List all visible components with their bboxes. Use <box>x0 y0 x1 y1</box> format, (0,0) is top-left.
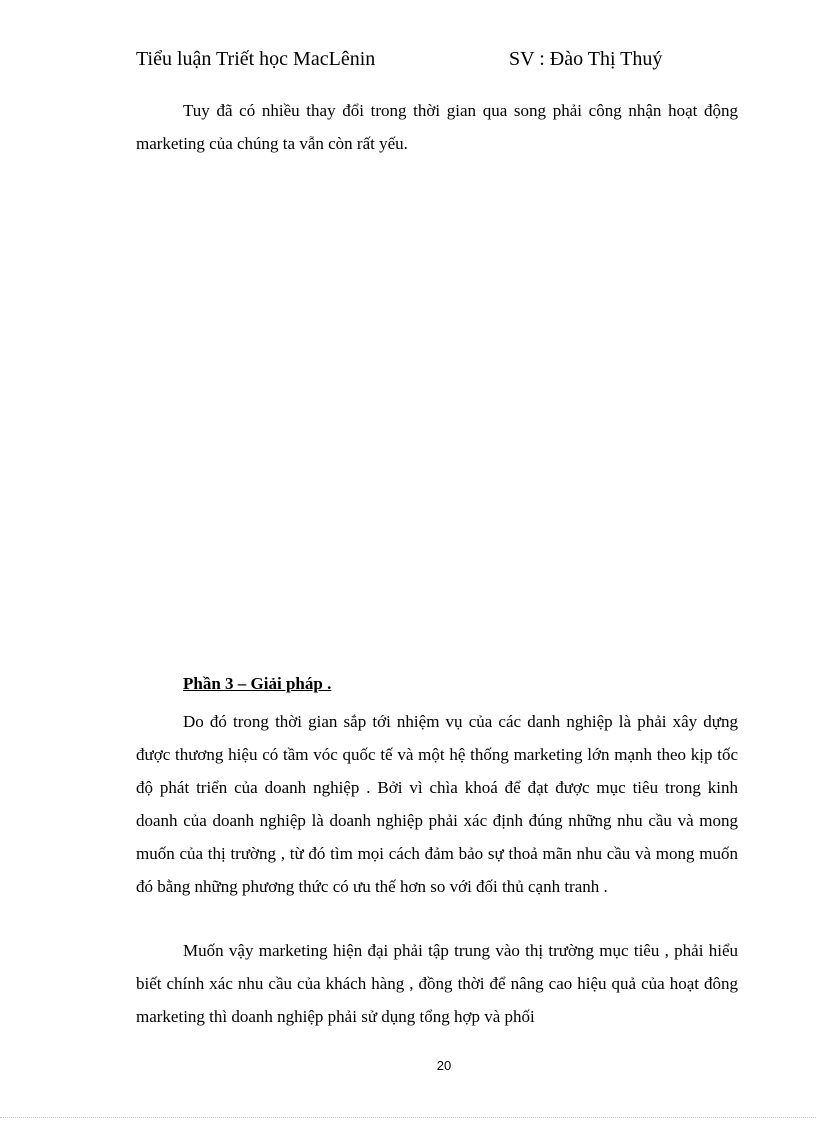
section-heading: Phần 3 – Giải pháp . <box>183 674 332 693</box>
section-paragraph-1: Do đó trong thời gian sắp tới nhiệm vụ của các danh nghiệp là phải xây dựng được thương hiệu có tầm vóc quốc tế và một hệ thống marketing lớn mạnh theo kịp tốc độ phát triển của doanh nghiệp . Bởi vì chìa khoá để đạt được mục tiêu trong kinh doanh của doanh nghiệp là doanh nghiệp phải xác định đúng những nhu cầu và mong muốn của thị trường , từ đó tìm mọi cách đảm bảo sự thoả mãn nhu cầu và mong muốn đó bằng những phương thức có ưu thế hơn so với đối thủ cạnh tranh . <box>136 712 738 896</box>
section-paragraph-2: Muốn vậy marketing hiện đại phải tập trung vào thị trường mục tiêu , phải hiểu biết chính xác nhu cầu của khách hàng , đồng thời để nâng cao hiệu quả của hoạt đông marketing thì doanh nghiệp phải sử dụng tổng hợp và phối <box>136 941 738 1026</box>
page-header <box>136 48 736 76</box>
student-name: SV : Đào Thị Thuý <box>509 48 663 70</box>
intro-paragraph: Tuy đã có nhiều thay đổi trong thời gian qua song phải công nhận hoạt động marketing của chúng ta vẫn còn rất yếu. <box>136 101 738 153</box>
page-number: 20 <box>436 1058 452 1073</box>
document-title: Tiểu luận Triết học MacLênin <box>136 48 376 70</box>
page-bottom-divider <box>0 1117 816 1118</box>
